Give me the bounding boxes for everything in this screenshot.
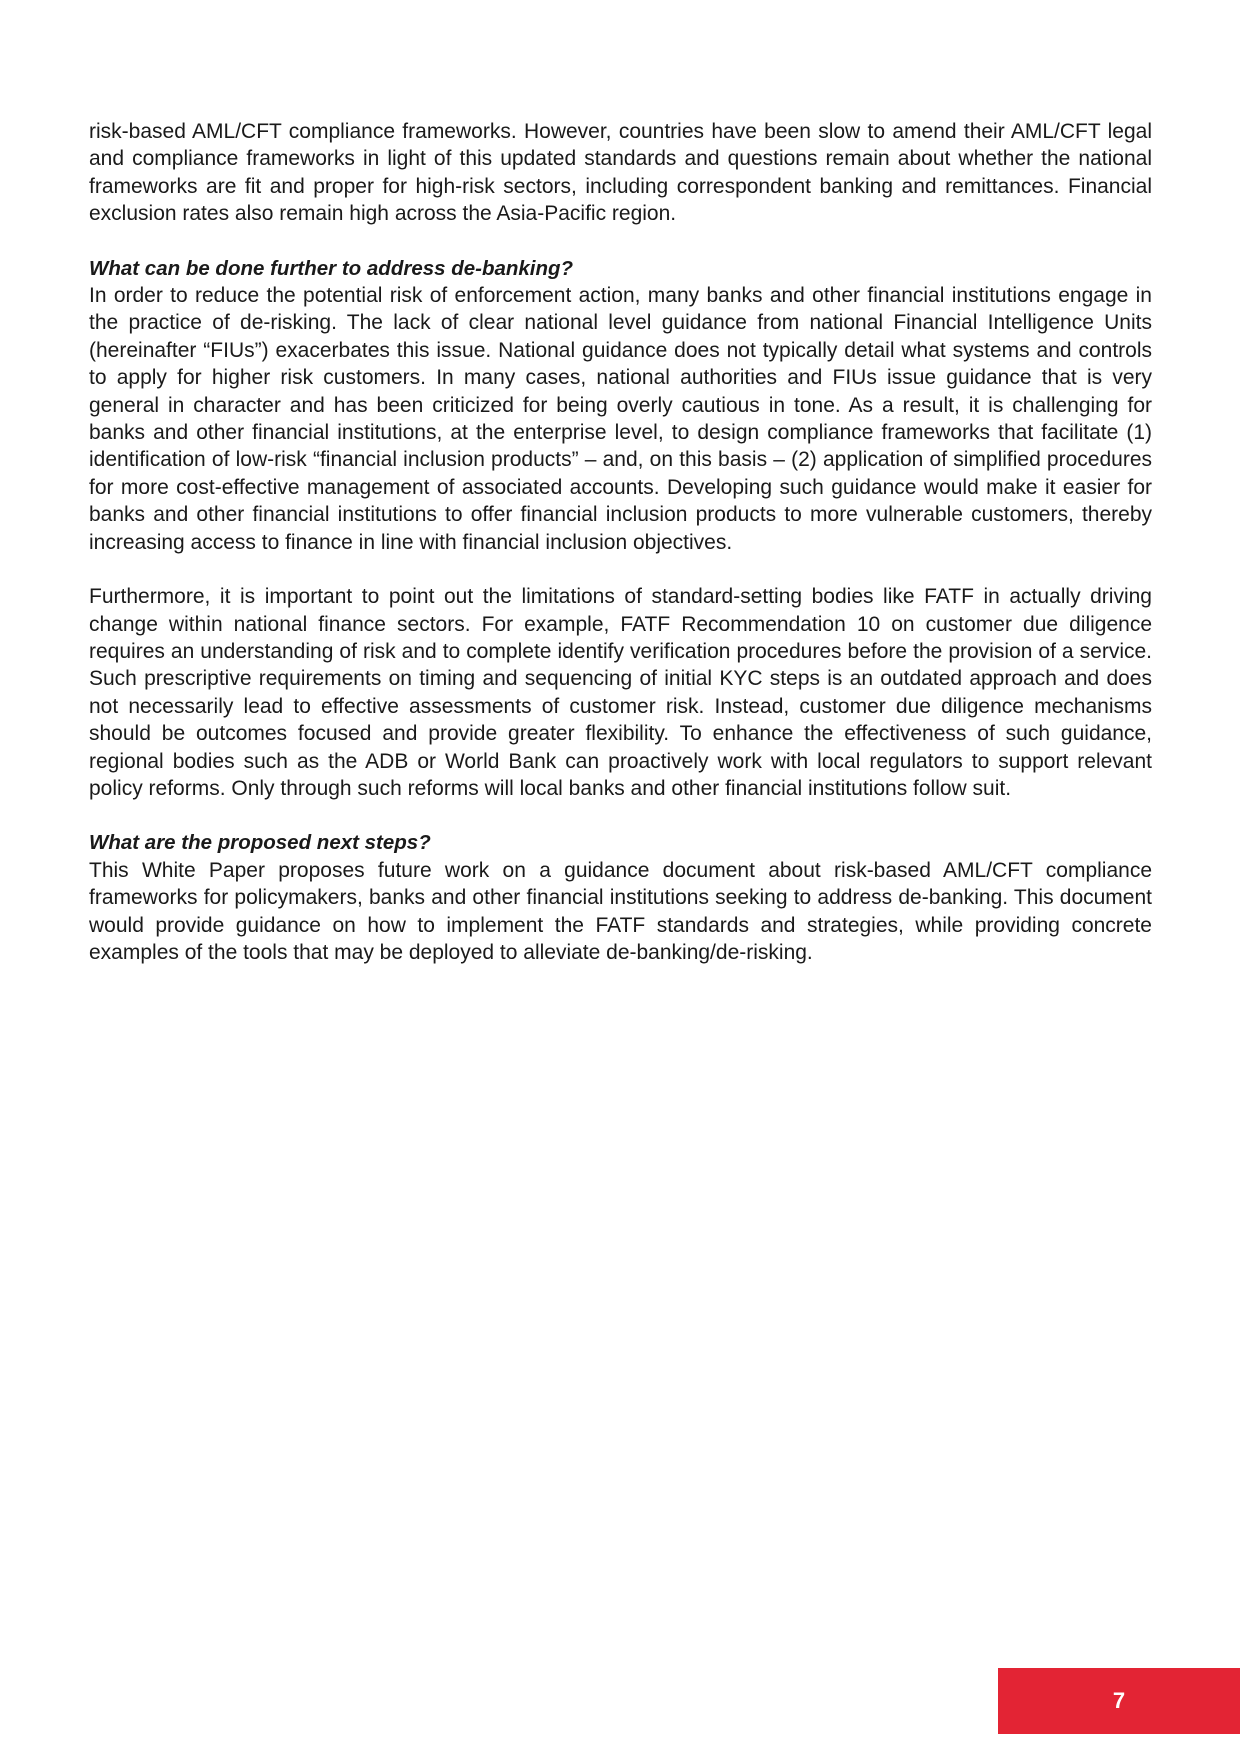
next-steps-heading: What are the proposed next steps? xyxy=(89,831,431,855)
page-number: 7 xyxy=(1112,1688,1126,1713)
next-steps-paragraph: This White Paper proposes future work on a guidance document about risk-based AML/CFT compliance frameworks for policymakers, banks and other financial institutions seeking to address de-banking. This document would provide guidance on how to implement the FATF standards and strategies, while providing concrete examples of the tools that may be deployed to alleviate de-banking/de-risking. xyxy=(89,858,1152,964)
paragraph-spacer xyxy=(89,228,1152,255)
paragraph-spacer xyxy=(89,802,1152,829)
furthermore-paragraph: Furthermore, it is important to point out the limitations of standard-setting bodies like FATF in actually driving change within national finance sectors. For example, FATF Recommendation 10 on customer due diligence requires an understanding of risk and to complete identify verification procedures before the provision of a service. Such prescriptive requirements on timing and sequencing of initial KYC steps is an outdated approach and does not necessarily lead to effective assessments of customer risk. Instead, customer due diligence mechanisms should be outcomes focused and provide greater flexibility. To enhance the effectiveness of such guidance, regional bodies such as the ADB or World Bank can proactively work with local regulators to support relevant policy reforms. Only through such reforms will local banks and other financial institutions follow suit. xyxy=(89,585,1152,800)
debanking-paragraph: In order to reduce the potential risk of enforcement action, many banks and other financial institutions engage in the practice of de-risking. The lack of clear national level guidance from national Financial Intelligence Units (hereinafter “FIUs”) exacerbates this issue. National guidance does not typically detail what systems and controls to apply for higher risk customers. In many cases, national authorities and FIUs issue guidance that is very general in character and has been criticized for being overly cautious in tone. As a result, it is challenging for banks and other financial institutions, at the enterprise level, to design compliance frameworks that facilitate (1) identification of low-risk “financial inclusion products” – and, on this basis – (2) application of simplified procedures for more cost-effective management of associated accounts. Developing such guidance would make it easier for banks and other financial institutions to offer financial inclusion products to more vulnerable customers, thereby increasing access to finance in line with financial inclusion objectives. xyxy=(89,284,1152,554)
debanking-heading: What can be done further to address de-banking? xyxy=(89,256,574,280)
intro-paragraph: risk-based AML/CFT compliance frameworks. However, countries have been slow to amend their AML/CFT legal and compliance frameworks in light of this updated standards and questions remain about whether the national frameworks are fit and proper for high-risk sectors, including correspondent banking and remittances. Financial exclusion rates also remain high across the Asia-Pacific region. xyxy=(89,120,1152,226)
document-body xyxy=(89,118,1152,966)
page-number-badge xyxy=(998,1668,1240,1734)
paragraph-spacer xyxy=(89,556,1152,583)
